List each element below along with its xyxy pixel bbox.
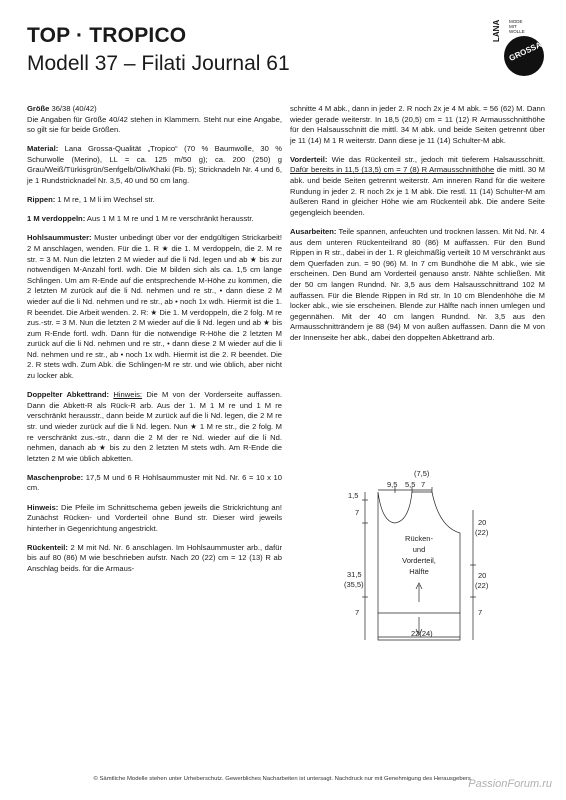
maschenprobe-heading: Maschenprobe: xyxy=(27,472,84,482)
abkettrand-heading: Doppelter Abkettrand: xyxy=(27,390,110,400)
dim-left-total-1: 31,5 xyxy=(347,570,362,579)
ausarbeiten-text: Teile spannen, anfeuchten und trocknen lassen. Mit Nd. Nr. 4 aus dem unteren Rückenteilrand 80 (86) M auffassen. Für den Bund Rippen in R str., dabei in der 1. R gleichmäßig verteilt 10 M verschränkt aus dem Querfaden zun. = 90 (96) M. In 7 cm Bundhöhe die M abk., wie sie erscheinen. Den Bund am Vorderteil genauso anstr. Nähte schließen. Mit der 50 cm langen Rundnd. Nr. 3,5 aus dem Halsausschnittrand 102 M auffassen. Für die Blende Rippen in Rd str. In 10 cm Blendenhöhe die M locker abk., wie sie erscheinen. Blende zur Hälfte nach innen umlegen und gegennähen. Mit der 40 cm langen Rundnd. Nr. 3,5 aus den Armausschnitträndern je 88 (94) M von außen auffassen. Dann die M von der Innenseite her abk., dabei den doppelten Abkettrand arb. xyxy=(290,226,545,342)
hinweis-text: Die Pfeile im Schnittschema geben jeweils die Strickrichtung an! Zunächst Rücken- und Vorderteil ohne Bund str. Dieser wird jeweils hinterher in Gegenrichtung angestrickt. xyxy=(27,502,282,533)
vorderteil-text-2: die mittl. 30 M abk. und beide Seiten getrennt weiterstr. Am inneren Rand für die weitere Rundung in jeder 2. R noch 2x je 1 M abk. Die restl. 11 (14) Schulter-M am äußeren Rand in gleicher Höhe wie am Rückenteil abk. Die andere Seite gegengleich beenden. xyxy=(290,165,545,217)
dim-left-total-2: (35,5) xyxy=(344,580,364,589)
vorderteil-text-1: Wie das Rückenteil str., jedoch mit tieferem Halsausschnitt. xyxy=(327,154,545,164)
schnittschema-diagram xyxy=(335,465,505,645)
lana-grossa-logo xyxy=(492,20,550,78)
page-subtitle: Modell 37 – Filati Journal 61 xyxy=(27,52,290,75)
copyright-footer: © Sämtliche Modelle stehen unter Urheberschutz. Gewerbliches Nacharbeiten ist untersagt. Nachdruck nur mit Genehmigung des Herausgebers. xyxy=(93,776,473,782)
rueckenteil-text: 2 M mit Nd. Nr. 6 anschlagen. Im Hohlsaummuster arb., dafür bis auf 80 (86) M wie beschrieben aufstr. Nach 20 (22) cm = 12 (13) R ab Anschlag beids. für die Armaus- xyxy=(27,542,282,573)
groesse-heading: Größe xyxy=(27,104,50,113)
page-title: TOP · TROPICO xyxy=(27,24,187,47)
left-column xyxy=(27,104,282,583)
dim-top-mid: 5,5 xyxy=(405,480,416,489)
verdoppeln-heading: 1 M verdoppeln: xyxy=(27,214,86,224)
material-text: Lana Grossa-Qualität „Tropico“ (70 % Baumwolle, 30 % Schurwolle (Merino), LL = ca. 125 m/50 g); ca. 200 (250) g Grau/Weiß/Türkisgrün/Senfgelb/Oliv/Khaki (Fb. 5); Stricknadeln Nr. 4 und 6, je 1 Rundstricknadel Nr. 3,5, 40 und 50 cm lang. xyxy=(27,144,282,186)
piece-label-3: Vorderteil, xyxy=(402,556,436,565)
ausarbeiten-section xyxy=(290,227,545,344)
hohlsaum-section xyxy=(27,233,282,381)
dim-right-2b: (22) xyxy=(475,581,489,590)
piece-label-2: und xyxy=(412,545,426,554)
hinweis-heading: Hinweis: xyxy=(27,502,59,512)
piece-label-4: Hälfte xyxy=(409,567,429,576)
right-column xyxy=(290,104,545,352)
dim-right-bottom: 7 xyxy=(478,608,483,617)
maschenprobe-text: 17,5 M und 6 R Hohlsaummuster mit Nd. Nr. 6 = 10 x 10 cm. xyxy=(27,472,282,493)
verdoppeln-section xyxy=(27,214,282,225)
schnittschema-svg xyxy=(335,465,505,645)
groesse-text: 36/38 (40/42) Die Angaben für Größe 40/42 stehen in Klammern. Steht nur eine Angabe, so gilt sie für beide Größen. xyxy=(27,104,282,135)
dim-right-2a: 20 xyxy=(478,571,487,580)
vorderteil-underlined: Dafür bereits in 11,5 (13,5) cm = 7 (8) R Armausschnitthöhe xyxy=(290,165,495,175)
rippen-section xyxy=(27,195,282,206)
maschenprobe-section xyxy=(27,473,282,494)
watermark: PassionForum.ru xyxy=(468,778,552,790)
abkettrand-hint: Hinweis: xyxy=(113,390,143,400)
logo-grossa-text: GROSSA xyxy=(507,40,543,63)
material-section xyxy=(27,144,282,186)
dim-right-1b: (22) xyxy=(475,528,489,537)
dim-top-center: (7,5) xyxy=(414,469,430,478)
dim-left-1: 1,5 xyxy=(348,491,359,500)
groesse-section xyxy=(27,104,282,136)
dim-top-right: 7 xyxy=(421,480,426,489)
dim-left-2: 7 xyxy=(355,508,360,517)
hinweis-section xyxy=(27,503,282,535)
rueckenteil-heading: Rückenteil: xyxy=(27,542,68,552)
abkettrand-text: Die M von der Vorderseite auffassen. Dann die Abkett-R als Rück-R arb. Aus der 1. M 1 M re und 1 M re verschränkt herausstr., dann beide M zurück auf die li Nd. legen, die 2 M re str. und wieder zurück auf die li Nd. legen. Nun ★ 1 M re str., die 2 folg. M re verschränkt zus.-str., dann die 2 M der re Nd. wieder auf die li Nd. nehmen, danach ab ★ bis zu den 2 letzten M stets wdh. Am R-Ende die letzten 2 M wie üblich abketten. xyxy=(27,390,282,463)
piece-label-1: Rücken- xyxy=(405,534,433,543)
vorderteil-section xyxy=(290,155,545,219)
ausarbeiten-heading: Ausarbeiten: xyxy=(290,226,337,236)
rippen-heading: Rippen: xyxy=(27,195,56,205)
logo-tagline: MODE MIT WOLLE xyxy=(509,19,525,34)
logo-lana-text: LANA xyxy=(492,19,501,42)
rueckenteil-section xyxy=(27,543,282,575)
dim-top-left: 9,5 xyxy=(387,480,398,489)
dim-bottom: 22(24) xyxy=(411,629,433,638)
hohlsaum-heading: Hohlsaummuster: xyxy=(27,233,92,243)
dim-left-bottom: 7 xyxy=(355,608,360,617)
vorderteil-heading: Vorderteil: xyxy=(290,154,328,164)
hohlsaum-text: Muster unbedingt über vor der endgültigen Strickarbeit! 2 M anschlagen, wenden. Für die 1. R ★ die 1. M verdoppeln, die 2. M re str. = 3 M. Nun die letzten 2 M wieder auf die li Nd. legen und ab ★ bis zur notwendigen M-Anzahl fortl. wdh. Die M bilden sich als ca. 1,5 cm lange Schlingen. Um am R-Ende auf die entsprechende M-Höhe zu kommen, die 2 letzten M zurück auf die li Nd. nehmen und re str., • dann diese 2 M wieder auf die li Nd. nehmen und re str., ab • noch 1x wdh. Hiermit ist die 1. R beendet. Die Arbeit wenden. 2. R: ★ Die 1. M verdoppeln, die 2 folg. M re zus.-str. = 3 M. Nun die letzten 2 M wieder auf die li Nd. legen und ab ★ bis zum R-Ende fortl. wdh. Dann für die notwendige R-Höhe die 2 letzten M zurück auf die li Nd. nehmen und re str., • dann diese 2 M wieder auf die li Nd. nehmen und re str., ab • noch 1x wdh. Hiermit ist die 2. R beendet. Die 2. R stets wdh. Zum Abk. die Schlingen-M re str. und wie üblich, aber nicht zu locker abk. xyxy=(27,233,282,381)
material-heading: Material: xyxy=(27,144,59,154)
rippen-text: 1 M re, 1 M li im Wechsel str. xyxy=(55,195,155,205)
verdoppeln-text: Aus 1 M 1 M re und 1 M re verschränkt herausstr. xyxy=(85,214,254,224)
abkettrand-section xyxy=(27,390,282,464)
dim-right-1a: 20 xyxy=(478,518,487,527)
rueckenteil-continued: schnitte 4 M abk., dann in jeder 2. R noch 2x je 4 M abk. = 56 (62) M. Dann wieder gerade weiterstr. In 18,5 (20,5) cm = 11 (12) R Armausschnitthöhe für den Halsausschnitt die mittl. 34 M abk. und beide Seiten getrennt über je 11 (14) M 1 R weiterstr. Dann diese je 11 (14) Schulter-M abk. xyxy=(290,104,545,145)
